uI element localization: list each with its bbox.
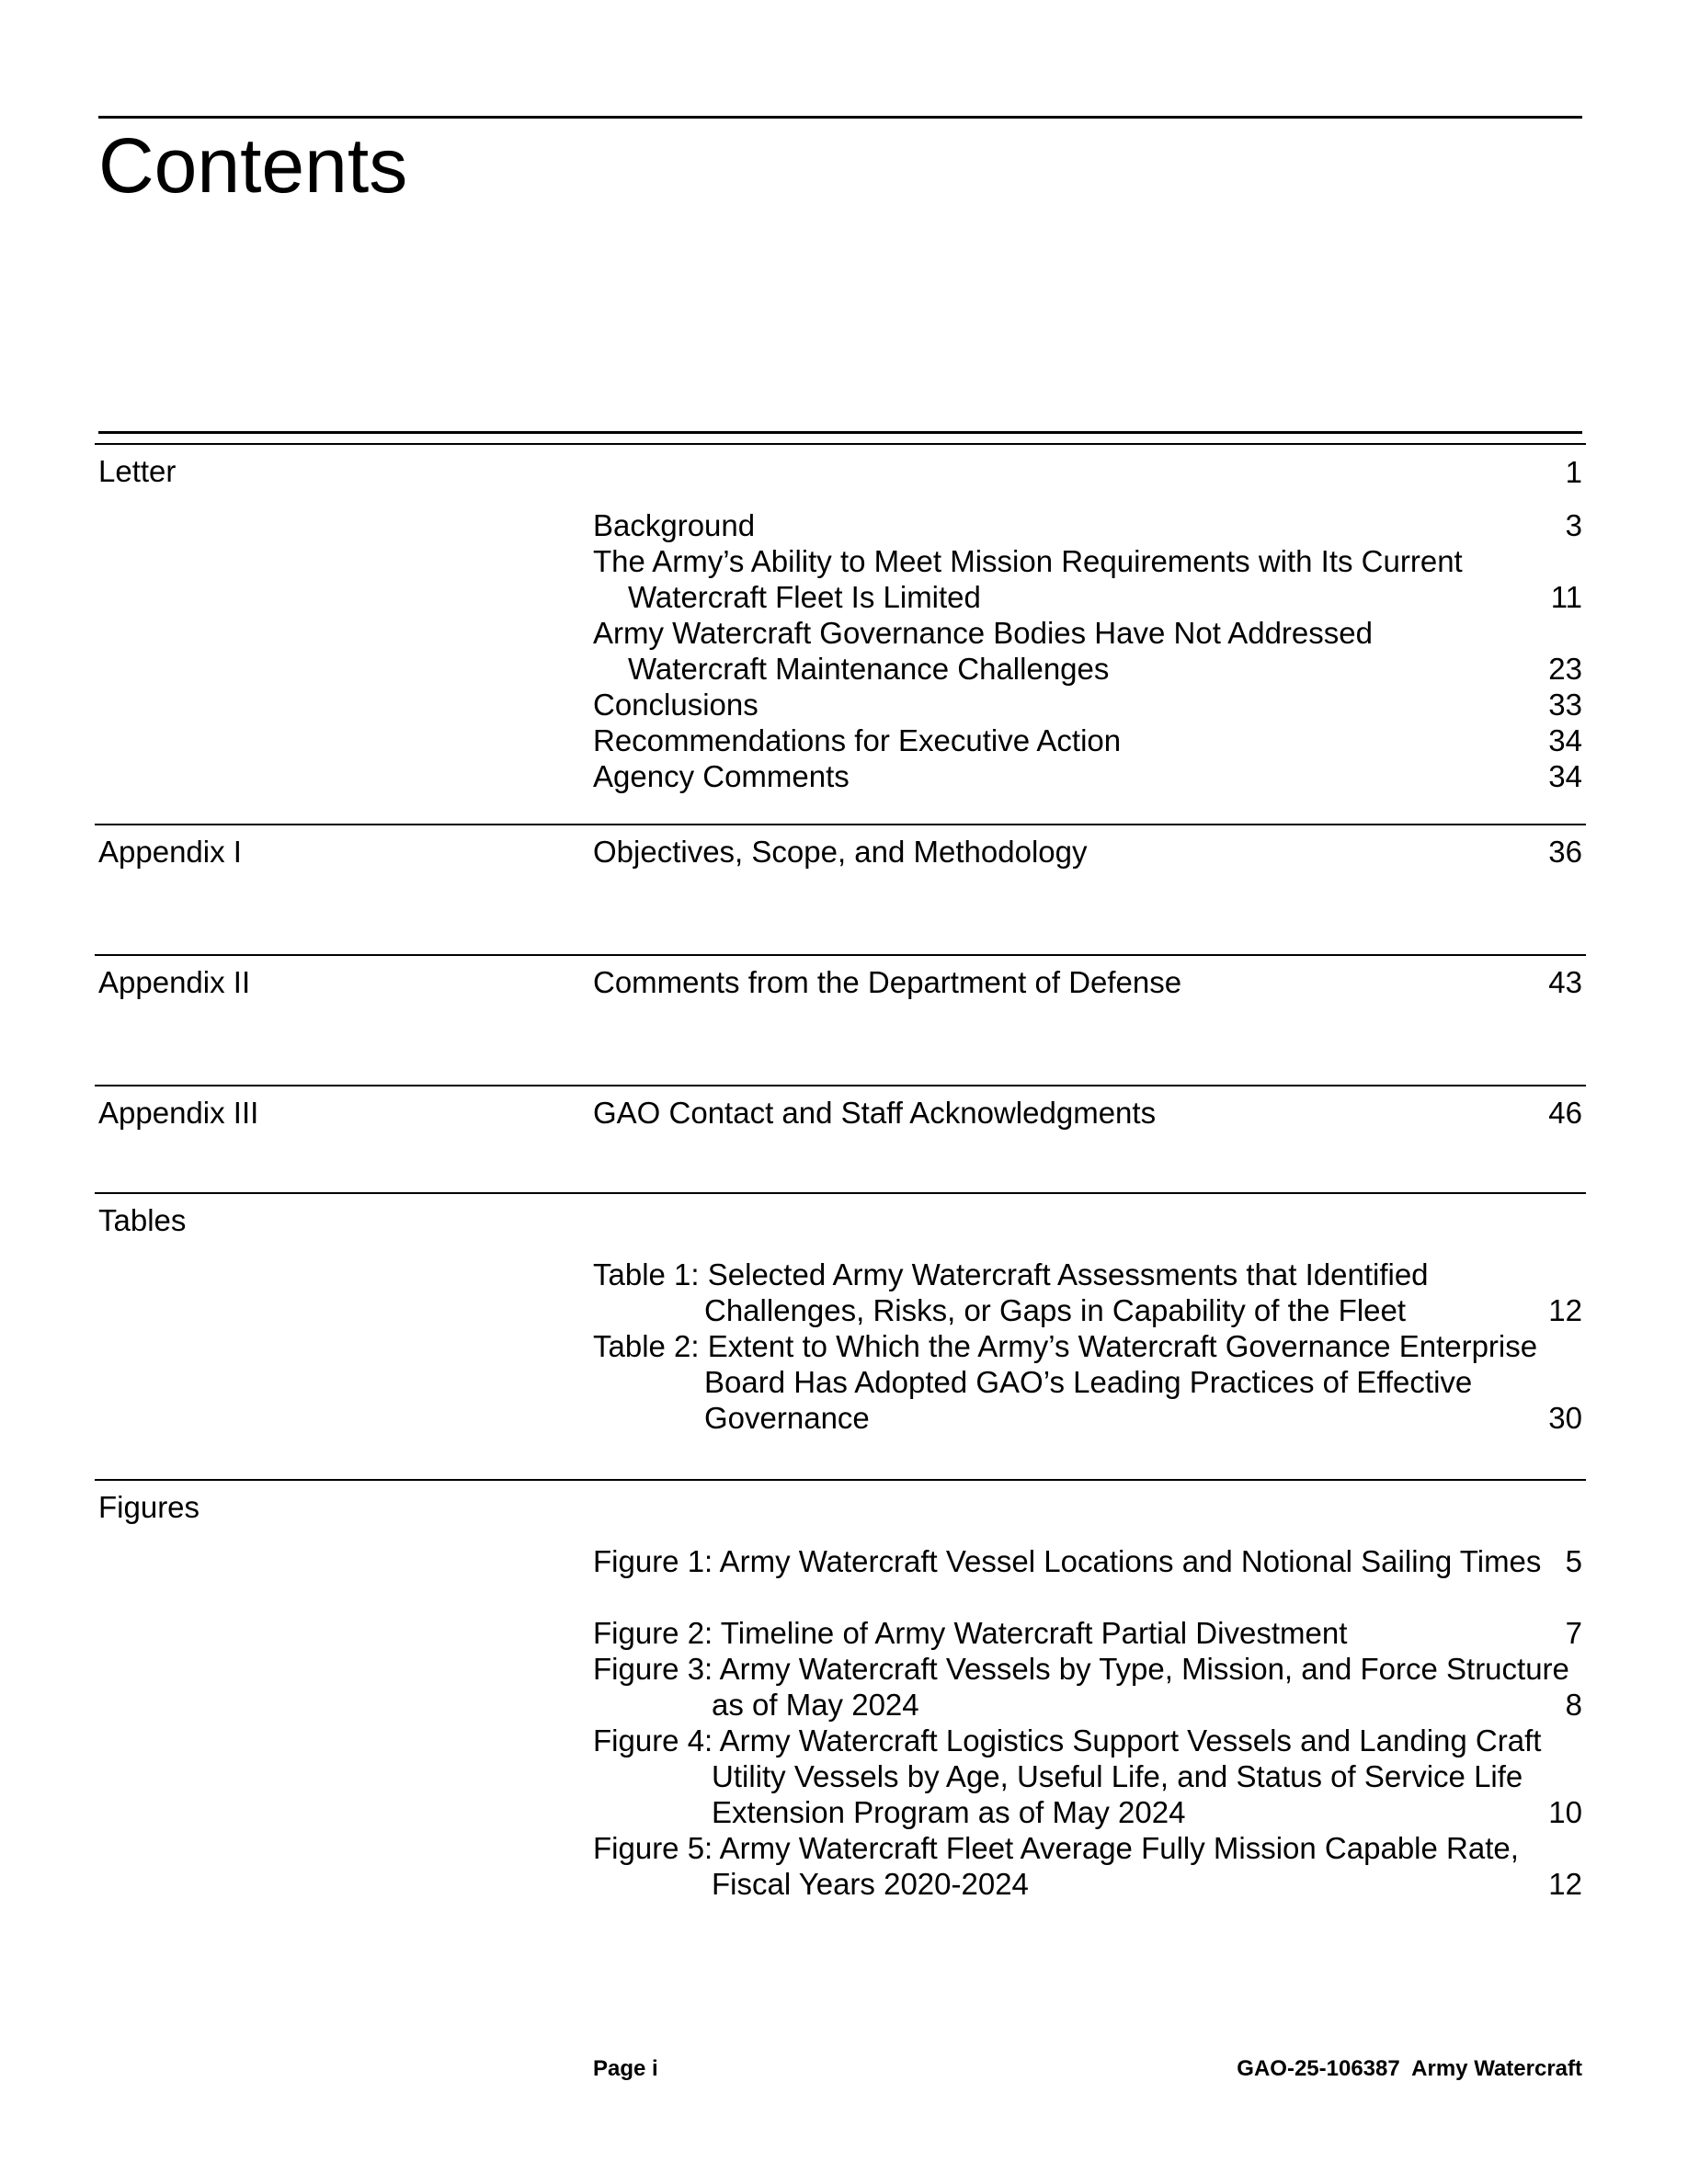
- section-label-appendix-3: Appendix III: [98, 1096, 259, 1130]
- toc-entry-title: GAO Contact and Staff Acknowledgments: [593, 1096, 1157, 1130]
- toc-entry-title: Figure 5: Army Watercraft Fleet Average Fully Mission Capable Rate, Fiscal Years 2020-2024: [593, 1831, 1519, 1901]
- toc-entry[interactable]: [593, 543, 1582, 615]
- section-rule: [95, 1192, 1586, 1194]
- toc-entry-title: The Army’s Ability to Meet Mission Requirements with Its Current Watercraft Fleet Is Limited: [593, 544, 1463, 614]
- footer-report-id: GAO-25-106387 Army Watercraft: [1237, 2056, 1582, 2081]
- toc-entry-title: Figure 1: Army Watercraft Vessel Locations and Notional Sailing Times: [593, 1544, 1542, 1578]
- section-rule: [95, 1479, 1586, 1481]
- toc-page-number: 43: [1548, 965, 1582, 999]
- toc-page-number: 34: [1548, 759, 1582, 793]
- section-rule: [95, 824, 1586, 825]
- toc-entry-title: Table 1: Selected Army Watercraft Assessments that Identified Challenges, Risks, or Gaps in Capability of the Fleet: [593, 1257, 1429, 1327]
- toc-entry[interactable]: [593, 1651, 1582, 1723]
- section-rule: [95, 954, 1586, 956]
- toc-page-number: 1: [1565, 455, 1582, 489]
- toc-entry-letter[interactable]: [593, 453, 1582, 490]
- toc-entry[interactable]: [593, 1257, 1582, 1328]
- toc-page-number: 5: [1565, 1544, 1582, 1578]
- toc-page-number: 3: [1565, 508, 1582, 542]
- toc-page-number: 8: [1565, 1688, 1582, 1722]
- toc-entry-title: Army Watercraft Governance Bodies Have Not Addressed Watercraft Maintenance Challenges: [593, 616, 1373, 686]
- section-rule-thick: [98, 431, 1582, 434]
- section-label-figures: Figures: [98, 1490, 200, 1524]
- section-rule: [95, 1085, 1586, 1086]
- toc-page-number: 34: [1548, 723, 1582, 757]
- toc-entry[interactable]: [593, 1543, 1582, 1579]
- toc-entry-title: Objectives, Scope, and Methodology: [593, 835, 1088, 869]
- toc-entry-title: Figure 4: Army Watercraft Logistics Support Vessels and Landing Craft Utility Vessels by Age, Useful Life, and Status of Service Life Extension Program as of May 2024: [593, 1723, 1542, 1829]
- toc-page-number: 10: [1548, 1795, 1582, 1829]
- toc-page-number: 46: [1548, 1096, 1582, 1130]
- section-label-appendix-2: Appendix II: [98, 965, 251, 999]
- toc-entry[interactable]: [593, 1723, 1582, 1830]
- section-rule: [95, 443, 1586, 445]
- toc-page-number: 30: [1548, 1401, 1582, 1435]
- toc-page-number: 11: [1550, 580, 1582, 614]
- footer-page-label: Page i: [593, 2056, 658, 2081]
- toc-entry[interactable]: [593, 1095, 1582, 1131]
- toc-entry-title: Figure 3: Army Watercraft Vessels by Type, Mission, and Force Structure as of May 2024: [593, 1652, 1569, 1722]
- toc-page-number: 7: [1565, 1616, 1582, 1650]
- toc-page-number: 36: [1548, 835, 1582, 869]
- toc-page-number: 33: [1548, 688, 1582, 722]
- toc-entry[interactable]: [593, 1615, 1582, 1651]
- toc-entry-title: Table 2: Extent to Which the Army’s Watercraft Governance Enterprise Board Has Adopted GAO’s Leading Practices of Effective Governance: [593, 1329, 1538, 1435]
- toc-entry[interactable]: [593, 1830, 1582, 1902]
- toc-entry[interactable]: [593, 758, 1582, 794]
- toc-entry-title: Figure 2: Timeline of Army Watercraft Partial Divestment: [593, 1616, 1348, 1650]
- toc-entry-title: Background: [593, 508, 756, 542]
- toc-entry[interactable]: [593, 1328, 1582, 1436]
- toc-entry[interactable]: [593, 687, 1582, 722]
- section-label-appendix-1: Appendix I: [98, 835, 242, 869]
- section-label-letter: Letter: [98, 454, 177, 488]
- toc-entry-title: Agency Comments: [593, 759, 850, 793]
- toc-entry[interactable]: [593, 964, 1582, 1000]
- toc-page-number: 12: [1548, 1293, 1582, 1327]
- toc-entry-title: Comments from the Department of Defense: [593, 965, 1182, 999]
- page-title: Contents: [98, 122, 408, 209]
- toc-page-number: 12: [1548, 1867, 1582, 1901]
- toc-entry-title: Recommendations for Executive Action: [593, 723, 1122, 757]
- toc-page-number: 23: [1548, 652, 1582, 686]
- toc-entry[interactable]: [593, 615, 1582, 687]
- toc-entry-title: Conclusions: [593, 688, 758, 722]
- toc-entry[interactable]: [593, 722, 1582, 758]
- section-label-tables: Tables: [98, 1203, 187, 1237]
- toc-entry[interactable]: [593, 834, 1582, 870]
- toc-entry[interactable]: [593, 507, 1582, 543]
- top-rule: [98, 116, 1582, 119]
